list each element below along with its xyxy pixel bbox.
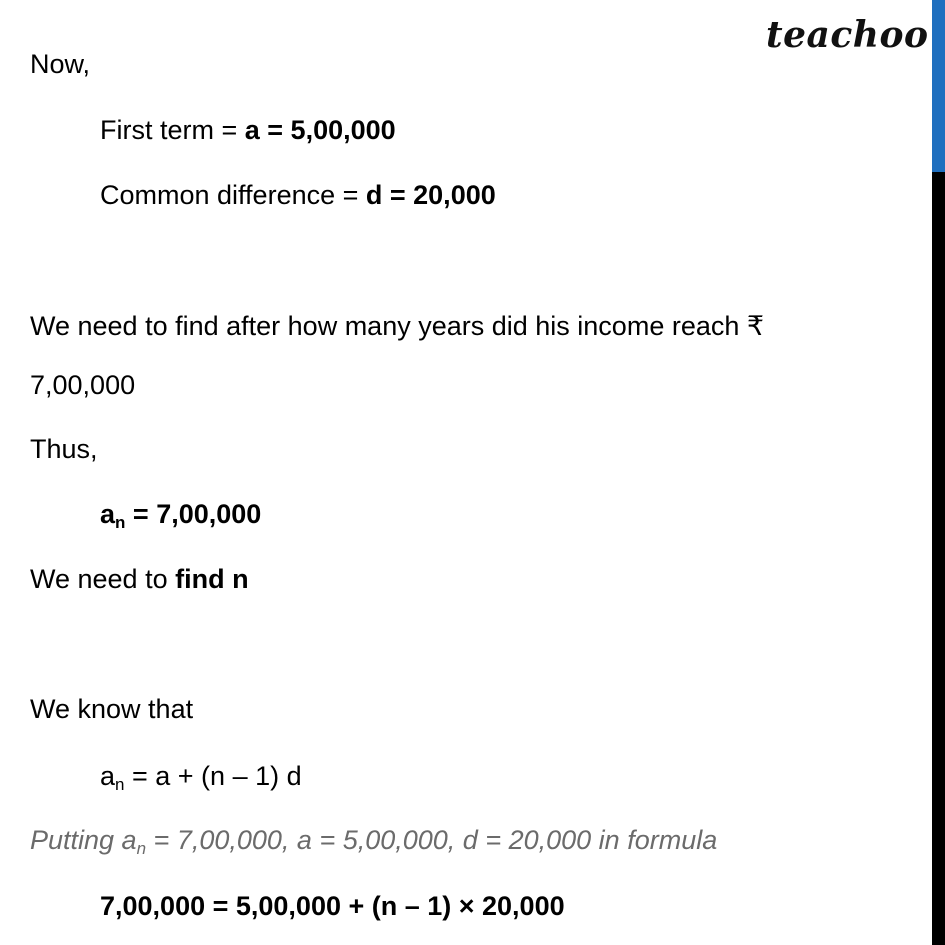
putting-prefix: Putting a (30, 825, 137, 855)
putting-values-line (30, 824, 717, 856)
sidebar-scroll-thumb[interactable] (932, 0, 945, 172)
text-now: Now, (30, 49, 91, 79)
first-term-value: a = 5,00,000 (244, 115, 396, 145)
common-difference-line (100, 179, 496, 211)
an-value-line (100, 498, 261, 530)
formula-var: a (100, 761, 116, 791)
formula-subscript: n (115, 775, 125, 794)
text-thus: Thus, (30, 434, 98, 464)
find-n-prefix: We need to (30, 564, 176, 594)
sidebar-scroll-track[interactable] (932, 0, 945, 945)
we-know-that-line: We know that (30, 694, 194, 724)
formula-rest: = a + (n – 1) d (124, 761, 302, 791)
equation-line: 7,00,000 = 5,00,000 + (n – 1) × 20,000 (100, 891, 565, 921)
an-value: = 7,00,000 (125, 499, 262, 529)
common-difference-label: Common difference = (100, 180, 366, 210)
question-line-1: We need to find after how many years did his income reach ₹ (30, 311, 765, 341)
an-subscript: n (115, 513, 126, 532)
putting-subscript: n (136, 839, 147, 858)
common-difference-value: d = 20,000 (365, 180, 496, 210)
question-line-2: 7,00,000 (30, 370, 136, 400)
find-n-line (30, 563, 249, 595)
formula-line (100, 760, 302, 792)
putting-rest: = 7,00,000, a = 5,00,000, d = 20,000 in formula (146, 825, 718, 855)
find-n-bold: find n (175, 564, 249, 594)
first-term-label: First term = (100, 115, 245, 145)
first-term-line (100, 114, 396, 146)
teachoo-logo: teachoo (766, 14, 929, 56)
an-var: a (100, 499, 116, 529)
